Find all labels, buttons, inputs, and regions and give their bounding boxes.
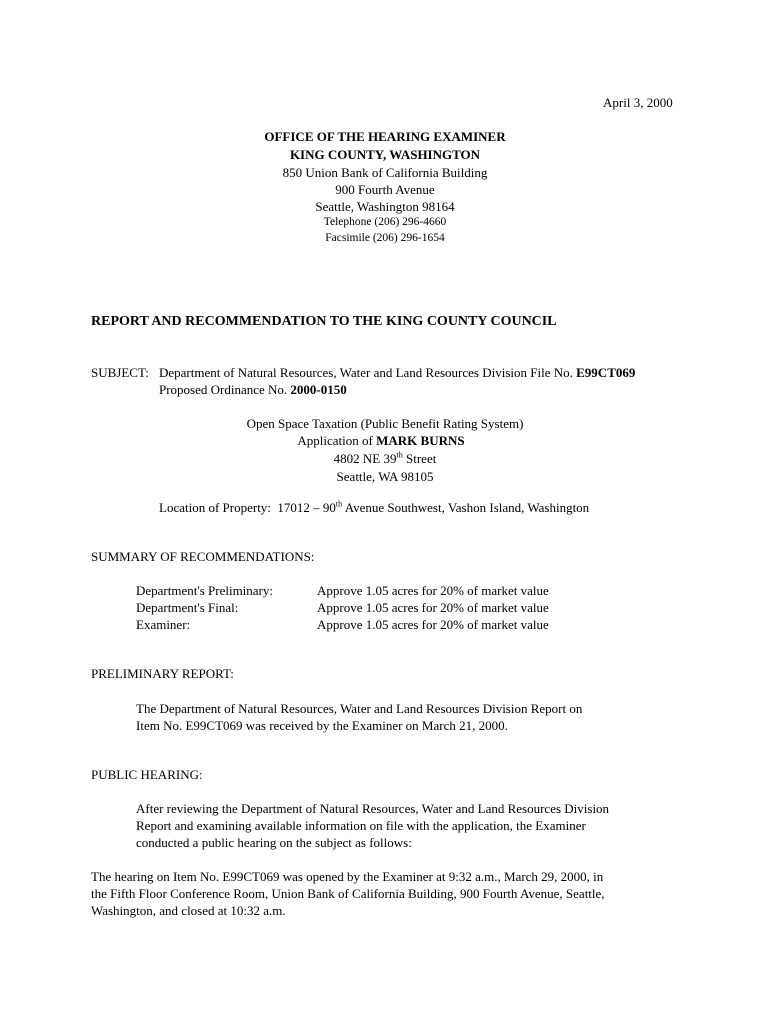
file-number: E99CT069 <box>576 365 636 380</box>
office-facsimile: Facsimile (206) 296-1654 <box>325 232 445 244</box>
office-address-line3: Seattle, Washington 98164 <box>315 199 455 214</box>
summary-row <box>136 582 273 599</box>
city: Seattle, WA 98105 <box>336 469 434 484</box>
preliminary-report-heading: PRELIMINARY REPORT: <box>91 666 234 681</box>
summary-row-label: Examiner: <box>136 617 191 632</box>
office-name: OFFICE OF THE HEARING EXAMINER <box>264 129 506 144</box>
summary-heading: SUMMARY OF RECOMMENDATIONS: <box>91 549 315 564</box>
subject-line2-text: Proposed Ordinance No. <box>159 382 288 397</box>
hearing-paragraph-line2: the Fifth Floor Conference Room, Union Bank of California Building, 900 Fourth Avenue, Seattle, <box>91 886 605 901</box>
summary-row <box>136 599 238 616</box>
public-hearing-heading: PUBLIC HEARING: <box>91 767 203 782</box>
office-address-line1: 850 Union Bank of California Building <box>282 165 488 180</box>
office-telephone: Telephone (206) 296-4660 <box>323 216 447 228</box>
report-title: REPORT AND RECOMMENDATION TO THE KING COUNTY COUNCIL <box>91 314 557 329</box>
subject-line2 <box>159 381 347 398</box>
subject-line1 <box>159 364 635 381</box>
public-hearing-line3: conducted a public hearing on the subject as follows: <box>136 835 412 850</box>
location-suffix: Avenue Southwest, Vashon Island, Washington <box>342 500 590 515</box>
application-type: Open Space Taxation (Public Benefit Rating System) <box>246 416 524 431</box>
application-applicant <box>0 432 770 449</box>
street-sup: th <box>396 450 403 460</box>
applicant-prefix: Application of <box>297 433 373 448</box>
applicant-name: MARK BURNS <box>376 433 465 448</box>
preliminary-report-line1: The Department of Natural Resources, Water and Land Resources Division Report on <box>136 701 583 716</box>
applicant-city <box>0 468 770 485</box>
summary-row-label: Department's Final: <box>136 600 239 615</box>
applicant-street <box>0 450 770 467</box>
document-date: April 3, 2000 <box>603 95 673 110</box>
application-block <box>0 415 770 485</box>
office-county: KING COUNTY, WASHINGTON <box>289 147 481 162</box>
office-address-line2: 900 Fourth Avenue <box>335 182 435 197</box>
hearing-paragraph-line3: Washington, and closed at 10:32 a.m. <box>91 903 286 918</box>
ordinance-number: 2000-0150 <box>290 382 347 397</box>
location-prefix: Location of Property: 17012 – 90 <box>159 500 336 515</box>
property-location <box>159 499 589 516</box>
preliminary-report-line2: Item No. E99CT069 was received by the Examiner on March 21, 2000. <box>136 718 508 733</box>
summary-row-value: Approve 1.05 acres for 20% of market value <box>317 617 549 632</box>
public-hearing-line2: Report and examining available information on file with the application, the Examiner <box>136 818 586 833</box>
location-sup: th <box>335 499 343 509</box>
summary-row-label: Department's Preliminary: <box>136 583 274 598</box>
street-suffix: Street <box>402 451 437 466</box>
public-hearing-line1: After reviewing the Department of Natural Resources, Water and Land Resources Division <box>136 801 610 816</box>
subject-line1-text: Department of Natural Resources, Water and Land Resources Division File No. <box>159 365 573 380</box>
subject-label: SUBJECT: <box>91 365 149 380</box>
application-line1 <box>0 415 770 432</box>
street-number: 4802 NE 39 <box>333 451 397 466</box>
summary-row-value: Approve 1.05 acres for 20% of market value <box>317 583 549 598</box>
summary-row-value: Approve 1.05 acres for 20% of market value <box>317 600 549 615</box>
summary-row <box>136 616 190 633</box>
hearing-paragraph-line1: The hearing on Item No. E99CT069 was opened by the Examiner at 9:32 a.m., March 29, 2000, in <box>91 869 604 884</box>
